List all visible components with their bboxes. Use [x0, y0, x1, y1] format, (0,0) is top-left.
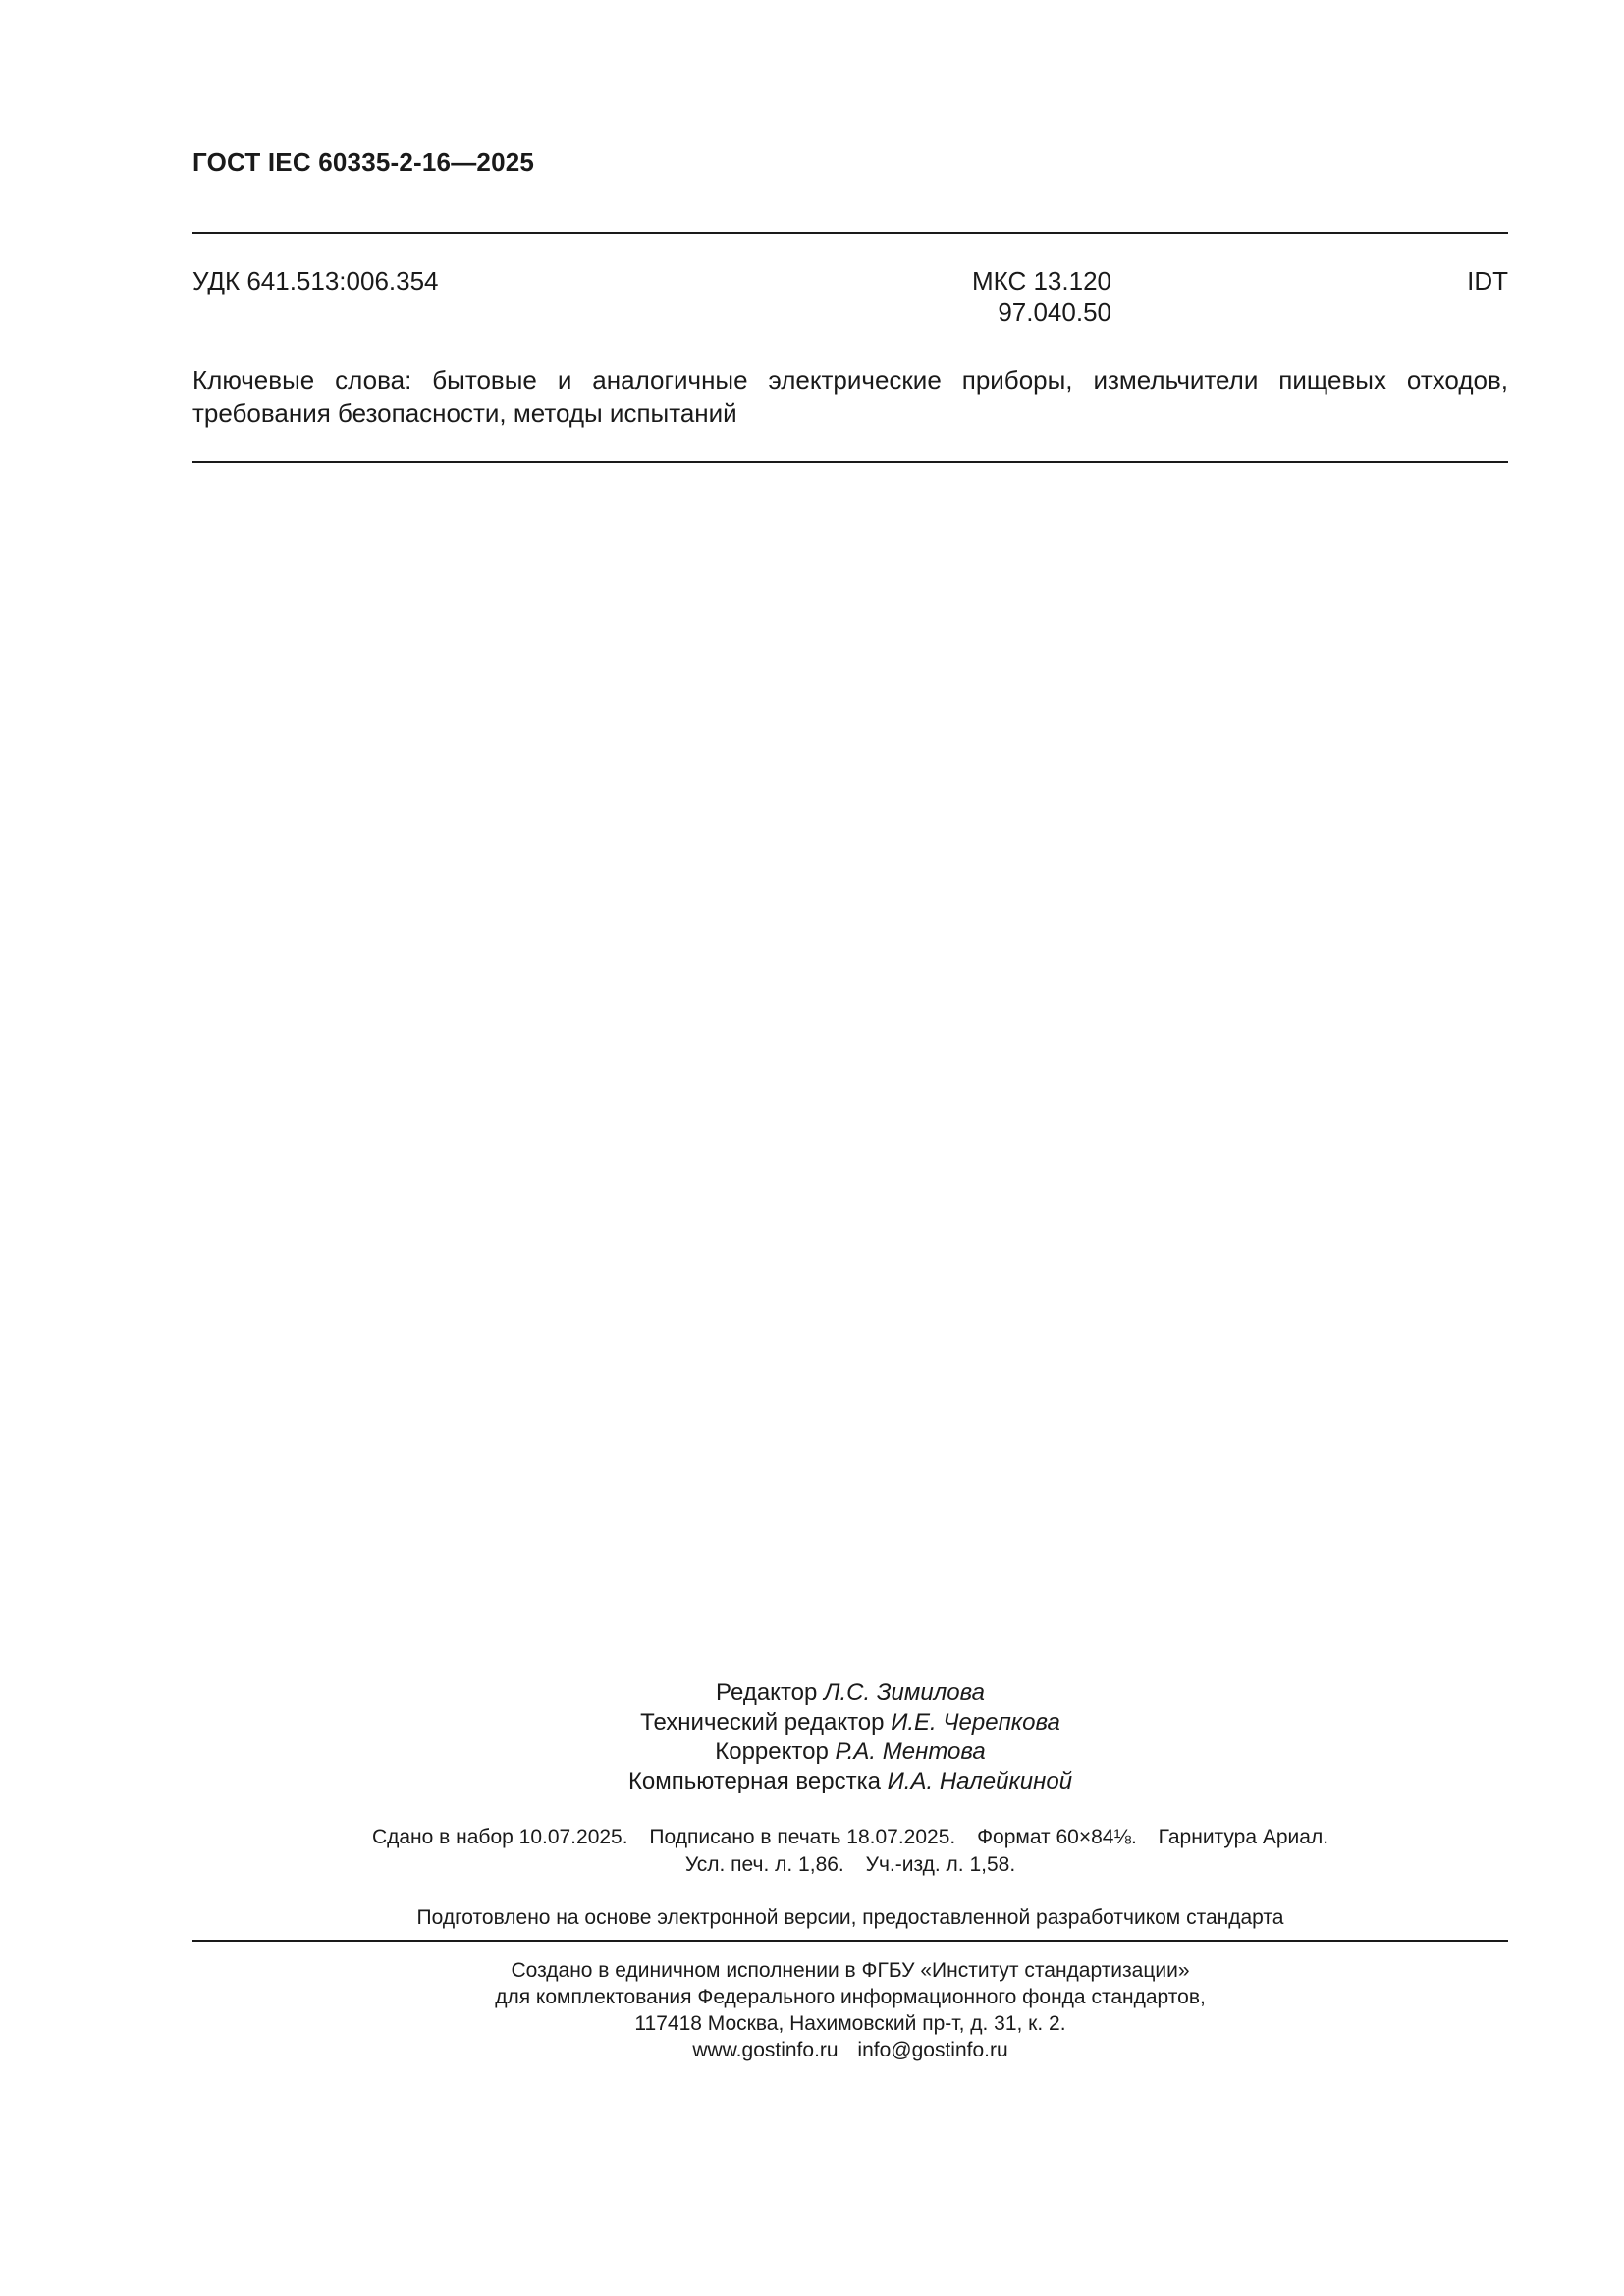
publisher-block — [192, 1957, 1508, 2063]
print-format: Формат 60×84⅛. — [977, 1826, 1137, 1848]
mks-code-primary: МКС 13.120 — [971, 266, 1111, 295]
keywords-divider — [192, 461, 1508, 463]
print-submitted: Сдано в набор 10.07.2025. — [371, 1826, 628, 1848]
print-info-line1 — [192, 1824, 1508, 1851]
top-divider — [192, 232, 1508, 234]
credit-corrector — [192, 1737, 1508, 1767]
credit-tech-editor-label: Технический редактор — [640, 1709, 885, 1735]
credit-layout-name: И.А. Налейкиной — [887, 1768, 1073, 1794]
udk-code: УДК 641.513:006.354 — [192, 266, 439, 295]
print-info-line2 — [192, 1851, 1508, 1879]
credit-layout-label: Компьютерная верстка — [627, 1768, 881, 1794]
credit-tech-editor — [192, 1708, 1508, 1737]
credit-editor-label: Редактор — [716, 1680, 818, 1706]
credit-editor — [192, 1679, 1508, 1708]
publisher-line2: для комплектования Федерального информационного фонда стандартов, — [495, 1986, 1206, 2008]
publisher-line1: Создано в единичном исполнении в ФГБУ «Институт стандартизации» — [511, 1959, 1190, 1982]
mks-code-secondary: 97.040.50 — [998, 297, 1111, 327]
publisher-address: 117418 Москва, Нахимовский пр-т, д. 31, к. 2. — [634, 2012, 1066, 2035]
idt-marker: IDT — [1467, 266, 1508, 295]
credit-layout — [192, 1767, 1508, 1796]
print-sheets: Усл. печ. л. 1,86. — [684, 1853, 844, 1876]
publisher-email-link[interactable]: info@gostinfo.ru — [857, 2039, 1008, 2061]
keywords-paragraph: Ключевые слова: бытовые и аналогичные электрические приборы, измельчители пищевых отходов, требования безопасности, методы испытаний — [192, 365, 1508, 428]
bottom-divider — [192, 1940, 1508, 1942]
publisher-website-link[interactable]: www.gostinfo.ru — [692, 2039, 839, 2061]
prepared-note: Подготовлено на основе электронной версии, предоставленной разработчиком стандарта — [416, 1906, 1284, 1929]
print-signed: Подписано в печать 18.07.2025. — [649, 1826, 956, 1848]
editorial-credits — [192, 1679, 1508, 1796]
document-code: ГОСТ IEC 60335-2-16—2025 — [192, 147, 535, 177]
print-typeface: Гарнитура Ариал. — [1158, 1826, 1329, 1848]
publisher-contacts — [192, 2037, 1508, 2063]
credit-tech-editor-name: И.Е. Черепкова — [891, 1709, 1060, 1735]
pub-sheets: Уч.-изд. л. 1,58. — [865, 1853, 1016, 1876]
credit-editor-name: Л.С. Зимилова — [824, 1680, 985, 1706]
credit-corrector-label: Корректор — [715, 1738, 829, 1765]
print-info — [192, 1824, 1508, 1879]
mks-codes — [962, 265, 1111, 328]
credit-corrector-name: Р.А. Ментова — [835, 1738, 986, 1765]
